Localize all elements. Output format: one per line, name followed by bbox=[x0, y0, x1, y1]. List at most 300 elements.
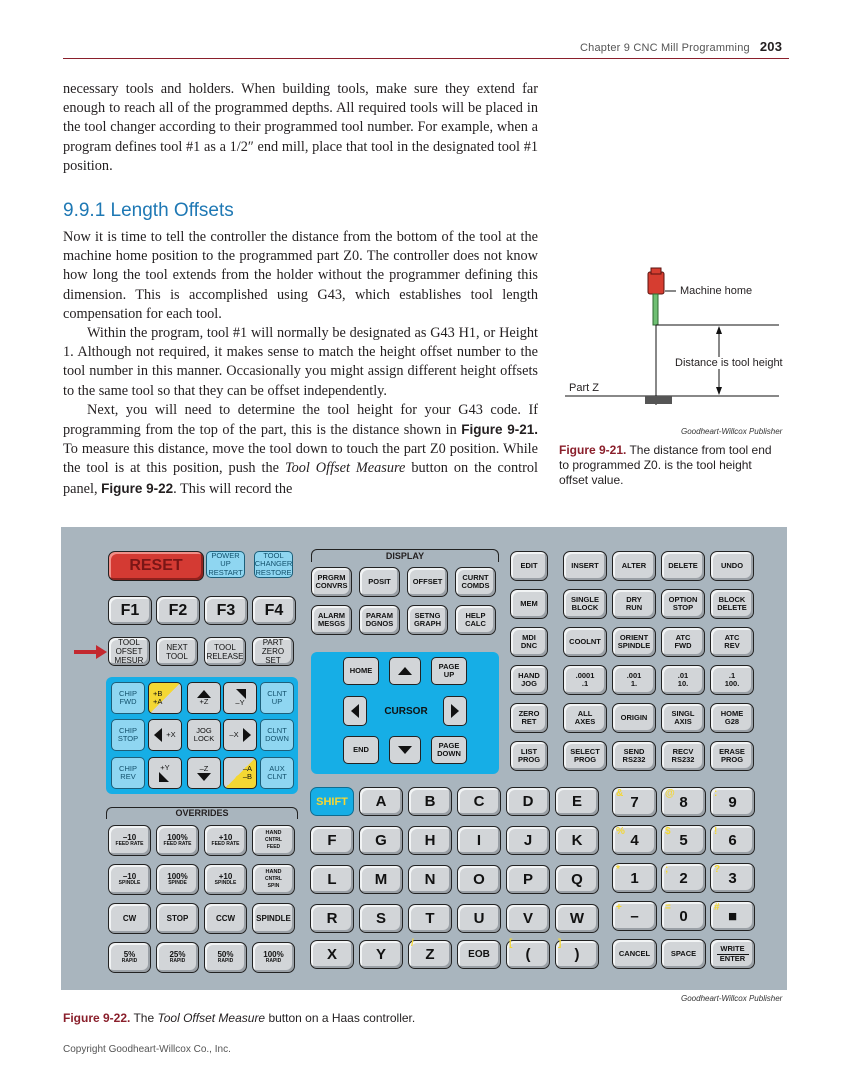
key-recv-rs232-label: RECV bbox=[672, 746, 694, 756]
chip-stop-button-label: CHIP bbox=[119, 725, 137, 735]
override-stop[interactable] bbox=[156, 903, 199, 934]
key-q[interactable] bbox=[555, 865, 599, 894]
figure-22-caption-em: Tool Offset Measure bbox=[157, 1011, 266, 1025]
figure-ref-21: Figure 9-21. bbox=[461, 422, 538, 438]
key-insert[interactable] bbox=[563, 551, 607, 581]
tool-key-tool-ofset-mesur-label: MESUR bbox=[114, 656, 144, 665]
display-key-prgrm-convrs[interactable] bbox=[311, 567, 352, 597]
tool-key-tool-ofset-mesur-label: OFSET bbox=[115, 647, 143, 656]
paragraph-1: Now it is time to tell the controller the distance from the bottom of the tool at the machine home position to the programmed part Z0. The controller does not know how long the tool extends from the holder without the programmer defining this dimension. This is accomplished using G43, which establishes tool length compensation for each tool. bbox=[63, 229, 538, 322]
key-c-label: C bbox=[473, 793, 485, 810]
key-recv-rs232[interactable] bbox=[661, 741, 705, 771]
chip-rev-button[interactable] bbox=[111, 757, 145, 789]
display-key-prgrm-convrs-label: PRGRM bbox=[317, 572, 346, 582]
tool-key-next-tool-label: TOOL bbox=[166, 651, 188, 661]
minus-y-button-label: –Y bbox=[235, 697, 245, 707]
key-atc-rev[interactable] bbox=[710, 627, 754, 657]
key-i[interactable] bbox=[457, 826, 501, 855]
jog-lock-button-label: LOCK bbox=[193, 734, 215, 743]
key-e[interactable] bbox=[555, 787, 599, 816]
figure-21-caption bbox=[559, 443, 784, 488]
key-home-g28[interactable] bbox=[710, 703, 754, 733]
cursor-down-button[interactable] bbox=[389, 736, 421, 764]
numpad-shift-symbol: $ bbox=[665, 826, 671, 837]
override-100-rapid[interactable] bbox=[252, 942, 295, 973]
display-key-param-dgnos-label: DGNOS bbox=[365, 619, 394, 628]
tool-key-tool-release-label: RELEASE bbox=[206, 651, 244, 661]
numpad-key-2-label: 2 bbox=[679, 869, 688, 887]
override-10-spindle[interactable] bbox=[204, 864, 247, 895]
key-q-label: Q bbox=[571, 871, 583, 888]
minus-x-button-label: –X bbox=[229, 729, 239, 739]
override-hand-cntrl-feed-label: CNTRL bbox=[265, 837, 282, 843]
key-orient-spindle[interactable] bbox=[612, 627, 656, 657]
key-singl-axis[interactable] bbox=[661, 703, 705, 733]
chip-stop-button[interactable] bbox=[111, 719, 145, 751]
override-100-spinde[interactable] bbox=[156, 864, 199, 895]
tool-key-tool-ofset-mesur[interactable] bbox=[108, 637, 150, 666]
display-key-setng-graph-label: GRAPH bbox=[413, 619, 442, 628]
display-key-help-calc[interactable] bbox=[455, 605, 496, 635]
key-right-paren[interactable] bbox=[555, 940, 599, 969]
power-up-restart-button[interactable]: POWER UP RESTART bbox=[206, 551, 245, 578]
display-key-param-dgnos-label: PARAM bbox=[366, 610, 393, 620]
reset-button[interactable]: RESET bbox=[108, 551, 204, 581]
key-u-label: U bbox=[473, 910, 485, 927]
key-delete[interactable] bbox=[661, 551, 705, 581]
key-delete-label: DELETE bbox=[668, 560, 698, 570]
key-atc-fwd-label: FWD bbox=[674, 641, 692, 650]
override-cw-label: CW bbox=[122, 914, 137, 923]
copyright-footer: Copyright Goodheart-Willcox Co., Inc. bbox=[63, 1044, 231, 1055]
override-spindle-label: SPINDLE bbox=[256, 914, 291, 923]
override-50-rapid[interactable] bbox=[204, 942, 247, 973]
plus-b-plus-a-button[interactable] bbox=[148, 682, 182, 714]
key-single-block[interactable] bbox=[563, 589, 607, 619]
key-j[interactable] bbox=[506, 826, 550, 855]
minus-x-button[interactable] bbox=[223, 719, 257, 751]
section-heading: 9.9.1 Length Offsets bbox=[63, 200, 234, 221]
override-10-feedrate[interactable] bbox=[204, 825, 247, 856]
key-g[interactable] bbox=[359, 826, 403, 855]
key-0001-1-label: .0001 bbox=[575, 670, 595, 680]
key-all-axes-label: AXES bbox=[574, 717, 596, 726]
key-u[interactable] bbox=[457, 904, 501, 933]
override-10-feedrate[interactable] bbox=[108, 825, 151, 856]
key-z[interactable] bbox=[408, 940, 452, 969]
key-p-label: P bbox=[522, 871, 533, 888]
display-key-curnt-comds-label: COMDS bbox=[461, 581, 490, 590]
key-001-1-label: .001 bbox=[626, 670, 642, 680]
key-e-label: E bbox=[571, 793, 582, 810]
override-5-rapid[interactable] bbox=[108, 942, 151, 973]
minus-a-minus-b-button-label: –A bbox=[242, 763, 252, 773]
chip-stop-button-label: STOP bbox=[117, 734, 139, 743]
key-all-axes-label: ALL bbox=[577, 708, 593, 718]
shift-button[interactable] bbox=[310, 787, 354, 816]
key-erase-prog[interactable] bbox=[710, 741, 754, 771]
clnt-down-button-label: DOWN bbox=[265, 734, 289, 743]
write-label: WRITE bbox=[720, 943, 745, 953]
override-100-rapid-label: 100% bbox=[263, 949, 284, 959]
override-10-feedrate-label: FEED RATE bbox=[115, 840, 144, 847]
key-k[interactable] bbox=[555, 826, 599, 855]
override-stop-label: STOP bbox=[166, 914, 189, 923]
override-25-rapid[interactable] bbox=[156, 942, 199, 973]
numpad-key-minus-label: – bbox=[630, 907, 639, 925]
key-orient-spindle-label: ORIENT bbox=[619, 632, 649, 642]
plus-b-plus-a-button-label: +B bbox=[153, 688, 163, 698]
numpad-shift-symbol: * bbox=[616, 864, 620, 875]
override-100-spinde-label: SPINDE bbox=[168, 879, 187, 886]
override-5-rapid-label: 5% bbox=[123, 949, 136, 959]
display-group-header: DISPLAY bbox=[311, 549, 499, 562]
display-key-curnt-comds[interactable] bbox=[455, 567, 496, 597]
numpad-shift-symbol: % bbox=[616, 826, 625, 837]
key-right-paren-label: ) bbox=[574, 946, 580, 963]
key-m-label: M bbox=[374, 871, 388, 888]
key-block-delete-label: BLOCK bbox=[718, 594, 746, 604]
plus-z-button-label: +Z bbox=[199, 696, 209, 706]
function-key-f4[interactable] bbox=[252, 596, 296, 625]
cursor-up-button[interactable] bbox=[389, 657, 421, 685]
key-option-stop-label: OPTION bbox=[668, 594, 698, 604]
chapter-title: Chapter 9 CNC Mill Programming bbox=[580, 42, 750, 54]
override-hand-cntrl-spin-label: CNTRL bbox=[265, 876, 282, 882]
display-key-param-dgnos[interactable] bbox=[359, 605, 400, 635]
key-undo-label: UNDO bbox=[720, 560, 744, 570]
key-undo[interactable] bbox=[710, 551, 754, 581]
override-10-feedrate-label: +10 bbox=[218, 832, 233, 842]
key-z-label: Z bbox=[425, 946, 435, 963]
key-eob[interactable] bbox=[457, 940, 501, 969]
mode-key-mdi-dnc-label: MDI bbox=[522, 632, 536, 642]
override-hand-cntrl-spin-label: HAND bbox=[265, 869, 282, 875]
distance-label: Distance is tool height bbox=[675, 357, 783, 369]
figure-22-caption bbox=[63, 1011, 415, 1026]
intro-text: necessary tools and holders. When building tools, make sure they extend far enough to reach all of the programmed depths. All required tools will be placed in the tool changer according to their programmed tool number. For example, when a program defines tool #1 as a 1/2″ end mill, place that tool in the designated tool #1 position. bbox=[63, 81, 538, 174]
space-button[interactable]: SPACE bbox=[661, 939, 706, 969]
key-origin[interactable] bbox=[612, 703, 656, 733]
key-dry-run-label: DRY bbox=[626, 594, 642, 604]
arrow-down-icon bbox=[397, 745, 413, 755]
tool-key-part-zero-set-label: SET bbox=[265, 656, 281, 665]
arrow-right-icon bbox=[450, 703, 460, 719]
key-send-rs232-label: RS232 bbox=[622, 755, 646, 764]
figure-21-diagram bbox=[565, 265, 790, 425]
numpad-key-6-label: 6 bbox=[728, 831, 737, 849]
arrow-left-icon bbox=[350, 703, 360, 719]
key-001-1[interactable] bbox=[612, 665, 656, 695]
section-body bbox=[63, 228, 538, 499]
key-erase-prog-label: ERASE bbox=[719, 746, 745, 756]
key-a[interactable] bbox=[359, 787, 403, 816]
display-key-alarm-mesgs-label: ALARM bbox=[317, 610, 346, 620]
override-hand-cntrl-feed-label: FEED bbox=[266, 844, 281, 850]
write-enter-button[interactable] bbox=[710, 939, 755, 969]
override-ccw-label: CCW bbox=[215, 914, 236, 923]
tool-key-part-zero-set[interactable] bbox=[252, 637, 294, 666]
numpad-key-zero-label: 0 bbox=[679, 907, 688, 925]
key-b-label: B bbox=[424, 793, 436, 810]
tool-key-next-tool-label: NEXT bbox=[166, 642, 188, 652]
override-10-spindle-label: SPINDLE bbox=[118, 879, 141, 886]
chip-rev-button-label: CHIP bbox=[119, 763, 137, 773]
chip-fwd-button-label: FWD bbox=[119, 697, 137, 706]
key-v[interactable] bbox=[506, 904, 550, 933]
key-01-10-label: .01 bbox=[677, 670, 689, 680]
mode-key-zero-ret-label: RET bbox=[521, 717, 537, 726]
key-erase-prog-label: PROG bbox=[720, 755, 744, 764]
page-number: 203 bbox=[759, 39, 783, 54]
mode-key-hand-jog-label: HAND bbox=[518, 670, 540, 680]
clnt-up-button[interactable] bbox=[260, 682, 294, 714]
key-coolnt[interactable] bbox=[563, 627, 607, 657]
key-0001-1[interactable] bbox=[563, 665, 607, 695]
plus-z-button[interactable] bbox=[187, 682, 221, 714]
numpad-shift-symbol: @ bbox=[665, 788, 675, 799]
override-hand-cntrl-spin-label: SPIN bbox=[267, 883, 280, 889]
plus-b-plus-a-button-label: +A bbox=[153, 697, 163, 706]
numpad-shift-symbol: # bbox=[714, 902, 720, 913]
mode-key-list-prog-label: PROG bbox=[517, 755, 541, 764]
cursor-left-button[interactable] bbox=[343, 696, 367, 726]
shift-symbol-lparen: [ bbox=[509, 938, 513, 949]
key-option-stop[interactable] bbox=[661, 589, 705, 619]
p3-text-d: . This will record the bbox=[173, 480, 293, 497]
chip-fwd-button[interactable] bbox=[111, 682, 145, 714]
override-cw[interactable] bbox=[108, 903, 151, 934]
key-1-100-label: 100. bbox=[724, 679, 740, 688]
function-key-f1[interactable] bbox=[108, 596, 152, 625]
clnt-up-button-label: UP bbox=[271, 697, 283, 706]
plus-x-button[interactable] bbox=[148, 719, 182, 751]
override-10-spindle-label: +10 bbox=[218, 871, 233, 881]
end-mill-shape bbox=[653, 294, 658, 325]
header-rule bbox=[63, 58, 789, 59]
figure-22-caption-post: button on a Haas controller. bbox=[265, 1011, 416, 1025]
key-dry-run-label: RUN bbox=[625, 603, 643, 612]
key-single-block-label: BLOCK bbox=[571, 603, 599, 612]
numpad-key-5-label: 5 bbox=[679, 831, 688, 849]
end-button[interactable]: END bbox=[343, 736, 379, 764]
mode-key-edit[interactable] bbox=[510, 551, 548, 581]
key-block-delete[interactable] bbox=[710, 589, 754, 619]
aux-clnt-button[interactable] bbox=[260, 757, 294, 789]
key-dry-run[interactable] bbox=[612, 589, 656, 619]
key-atc-fwd[interactable] bbox=[661, 627, 705, 657]
mode-key-edit-label: EDIT bbox=[520, 560, 538, 570]
cursor-right-button[interactable] bbox=[443, 696, 467, 726]
mode-key-mdi-dnc[interactable] bbox=[510, 627, 548, 657]
key-01-10[interactable] bbox=[661, 665, 705, 695]
key-r[interactable] bbox=[310, 904, 354, 933]
key-all-axes[interactable] bbox=[563, 703, 607, 733]
jog-lock-button[interactable] bbox=[187, 719, 221, 751]
mode-key-zero-ret-label: ZERO bbox=[518, 708, 540, 718]
numpad-shift-symbol: + bbox=[616, 902, 622, 913]
key-f[interactable] bbox=[310, 826, 354, 855]
plus-y-button-label: +Y bbox=[160, 762, 170, 772]
figure-21-number: Figure 9-21. bbox=[559, 443, 627, 457]
plus-y-button[interactable] bbox=[148, 757, 182, 789]
key-w[interactable] bbox=[555, 904, 599, 933]
tool-key-next-tool[interactable] bbox=[156, 637, 198, 666]
override-spindle[interactable] bbox=[252, 903, 295, 934]
key-y[interactable] bbox=[359, 940, 403, 969]
override-25-rapid-label: 25% bbox=[169, 949, 186, 959]
figure-22-number: Figure 9-22. bbox=[63, 1011, 131, 1025]
key-select-prog-label: PROG bbox=[573, 755, 597, 764]
function-key-f1-label: F1 bbox=[120, 601, 140, 619]
key-h-label: H bbox=[424, 832, 436, 849]
page-up-button[interactable]: PAGE UP bbox=[431, 657, 467, 685]
override-hand-cntrl-feed[interactable] bbox=[252, 825, 295, 856]
key-t-label: T bbox=[425, 910, 435, 927]
minus-a-minus-b-button[interactable] bbox=[223, 757, 257, 789]
numpad-key-4-label: 4 bbox=[630, 831, 639, 849]
key-home-g28-label: G28 bbox=[724, 717, 740, 726]
override-25-rapid-label: RAPID bbox=[169, 957, 186, 964]
key-n[interactable] bbox=[408, 865, 452, 894]
key-b[interactable] bbox=[408, 787, 452, 816]
key-o-label: O bbox=[473, 871, 485, 888]
dimension-arrow-bottom bbox=[716, 387, 722, 395]
p3-emphasis: Tool Offset Measure bbox=[284, 460, 406, 477]
running-head bbox=[580, 39, 782, 54]
key-s[interactable] bbox=[359, 904, 403, 933]
key-left-paren-label: ( bbox=[525, 946, 531, 963]
key-home-g28-label: HOME bbox=[720, 708, 744, 718]
key-n-label: N bbox=[424, 871, 436, 888]
display-key-prgrm-convrs-label: CONVRS bbox=[315, 581, 348, 590]
override-10-spindle[interactable] bbox=[108, 864, 151, 895]
override-ccw[interactable] bbox=[204, 903, 247, 934]
display-key-offset[interactable] bbox=[407, 567, 448, 597]
shift-symbol-rparen: ] bbox=[558, 938, 562, 949]
triangle-left-icon bbox=[154, 728, 162, 742]
key-x[interactable] bbox=[310, 940, 354, 969]
key-h[interactable] bbox=[408, 826, 452, 855]
function-key-f2-label: F2 bbox=[168, 601, 188, 619]
key-x-label: X bbox=[326, 946, 337, 963]
key-t[interactable] bbox=[408, 904, 452, 933]
override-hand-cntrl-spin[interactable] bbox=[252, 864, 295, 895]
home-button[interactable]: HOME bbox=[343, 657, 379, 685]
key-alter[interactable] bbox=[612, 551, 656, 581]
tool-changer-restore-button[interactable]: TOOL CHANGER RESTORE bbox=[254, 550, 293, 577]
key-i-label: I bbox=[476, 832, 482, 849]
mode-key-hand-jog-label: JOG bbox=[521, 679, 537, 688]
figure-21-caption-text: The distance from tool end to programmed Z0. is the tool height offset value. bbox=[559, 443, 772, 487]
tool-key-tool-release[interactable] bbox=[204, 637, 246, 666]
display-key-posit[interactable] bbox=[359, 567, 400, 597]
display-key-setng-graph[interactable] bbox=[407, 605, 448, 635]
mode-key-zero-ret[interactable] bbox=[510, 703, 548, 733]
numpad-key-9-label: 9 bbox=[728, 793, 737, 811]
mode-key-mem[interactable] bbox=[510, 589, 548, 619]
key-a-label: A bbox=[375, 793, 387, 810]
display-key-help-calc-label: HELP bbox=[465, 610, 486, 620]
key-m[interactable] bbox=[359, 865, 403, 894]
key-send-rs232[interactable] bbox=[612, 741, 656, 771]
minus-z-button[interactable] bbox=[187, 757, 221, 789]
enter-label: ENTER bbox=[717, 954, 749, 964]
numpad-key-period-label: ■ bbox=[727, 907, 738, 925]
key-1-100[interactable] bbox=[710, 665, 754, 695]
jog-lock-button-label: JOG bbox=[196, 725, 212, 735]
page-down-button[interactable]: PAGE DOWN bbox=[431, 736, 467, 764]
function-key-f3[interactable] bbox=[204, 596, 248, 625]
key-p[interactable] bbox=[506, 865, 550, 894]
mode-key-mdi-dnc-label: DNC bbox=[520, 641, 538, 650]
key-o[interactable] bbox=[457, 865, 501, 894]
arrow-indicator-icon bbox=[74, 645, 108, 659]
aux-clnt-button-label: AUX bbox=[269, 763, 285, 773]
figure-22-caption-pre: The bbox=[130, 1011, 158, 1025]
p3-text-b: To measure this distance, move the tool down to touch the part Z0 position. While the tool is at this position, push the bbox=[63, 441, 538, 477]
key-left-paren[interactable] bbox=[506, 940, 550, 969]
part-block bbox=[645, 396, 672, 404]
numpad-shift-symbol: : bbox=[714, 788, 718, 799]
function-key-f3-label: F3 bbox=[216, 601, 236, 619]
p3-text-a: Next, you will need to determine the tool height for your G43 code. If programming from the top of the part, this is the distance shown in bbox=[63, 401, 538, 439]
key-r-label: R bbox=[326, 910, 338, 927]
key-single-block-label: SINGLE bbox=[571, 594, 599, 604]
display-key-alarm-mesgs-label: MESGS bbox=[317, 619, 346, 628]
tool-key-tool-release-label: TOOL bbox=[214, 642, 236, 652]
override-100-feedrate[interactable] bbox=[156, 825, 199, 856]
numpad-key-1-label: 1 bbox=[630, 869, 639, 887]
display-key-curnt-comds-label: CURNT bbox=[462, 572, 489, 582]
override-10-feedrate-label: FEED RATE bbox=[211, 840, 240, 847]
plus-x-button-label: +X bbox=[166, 729, 176, 739]
override-50-rapid-label: RAPID bbox=[217, 957, 234, 964]
mode-key-hand-jog[interactable] bbox=[510, 665, 548, 695]
minus-z-button-label: –Z bbox=[199, 763, 209, 773]
overrides-group-header: OVERRIDES bbox=[106, 807, 298, 819]
key-w-label: W bbox=[569, 910, 585, 927]
display-key-alarm-mesgs[interactable] bbox=[311, 605, 352, 635]
override-50-rapid-label: 50% bbox=[217, 949, 234, 959]
key-01-10-label: 10. bbox=[677, 679, 689, 688]
key-v-label: V bbox=[522, 910, 533, 927]
key-block-delete-label: DELETE bbox=[717, 603, 747, 612]
override-10-spindle-label: –10 bbox=[122, 871, 137, 881]
mode-key-list-prog-label: LIST bbox=[520, 746, 538, 756]
key-j-label: J bbox=[523, 832, 533, 849]
cancel-button[interactable]: CANCEL bbox=[612, 939, 657, 969]
function-key-f2[interactable] bbox=[156, 596, 200, 625]
function-key-f4-label: F4 bbox=[264, 601, 284, 619]
tool-holder-shape bbox=[648, 272, 664, 294]
key-001-1-label: 1. bbox=[630, 679, 638, 688]
key-d[interactable] bbox=[506, 787, 550, 816]
clnt-down-button[interactable] bbox=[260, 719, 294, 751]
display-key-help-calc-label: CALC bbox=[465, 619, 486, 628]
key-g-label: G bbox=[375, 832, 387, 849]
numpad-key-7-label: 7 bbox=[630, 793, 639, 811]
mode-key-list-prog[interactable] bbox=[510, 741, 548, 771]
key-select-prog[interactable] bbox=[563, 741, 607, 771]
override-hand-cntrl-feed-label: HAND bbox=[265, 830, 282, 836]
key-c[interactable] bbox=[457, 787, 501, 816]
machine-home-label: Machine home bbox=[680, 285, 753, 297]
key-l[interactable] bbox=[310, 865, 354, 894]
figure-ref-22: Figure 9-22 bbox=[101, 480, 174, 496]
minus-y-button[interactable] bbox=[223, 682, 257, 714]
paragraph-2: Within the program, tool #1 will normally be designated as G43 H1, or Height 1. Although not required, it makes sense to match the height offset number to the tool number in this manner. Occasionally you might assign different height offsets to the same tool so that they can be offset independently. bbox=[63, 325, 538, 399]
